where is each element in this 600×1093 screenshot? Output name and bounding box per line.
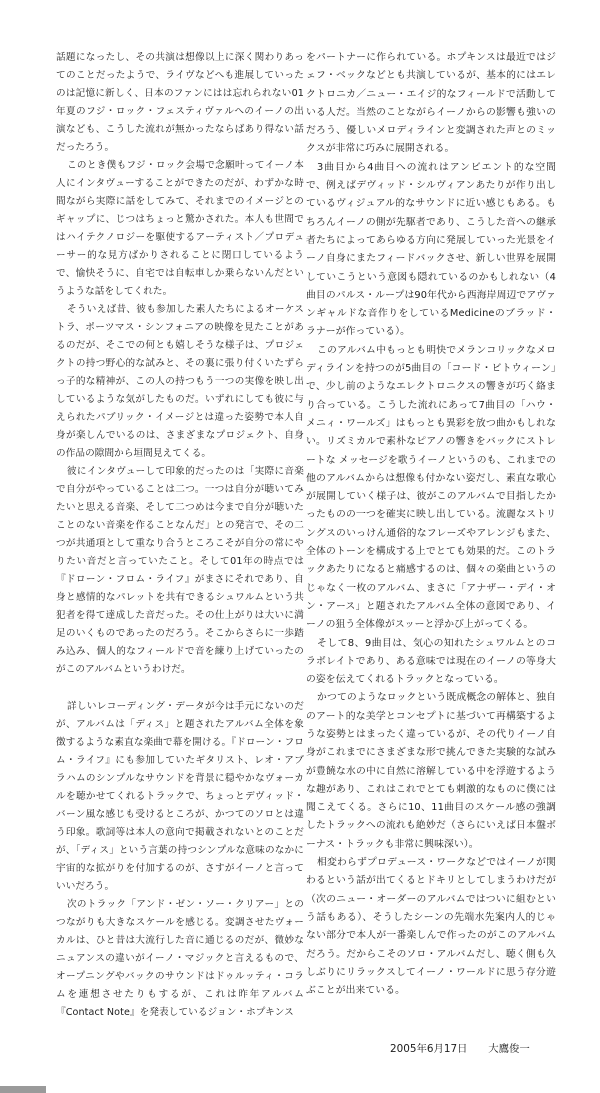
paragraph: をパートナーに作られている。ホプキンスは最近ではジェフ・ベックなどとも共演しているが、基本的にはエレクトロニカ／ニュー・エイジ的なフィールドで活動している人だ。当然のことながらイーノからの影響も強いのだろう、優しいメロディラインと変調された声とのミックスが非常に巧みに展開される。 [306,52,556,155]
right-column [306,49,556,1000]
paragraph: 話題になったし、その共演は想像以上に深く関わりあってのことだったようで、ライヴなどへも進展していったのは記憶に新しく、日本のファンにはは忘れられない01年夏のフジ・ロック・フェスティヴァルへのイーノの出演なども、こうした流れが無かったならばあり得ない話だったろう。 [56,52,304,153]
paragraph: 相変わらずプロデュース・ワークなどではイーノが関わるという話が出てくるとドキリとしてしまうわけだが（次のニュー・オーダーのアルバムではついに組むという話もある）、そうしたシーンの先端水先案内人的じゃない部分で本人が一番楽しんで作ったのがこのアルバムだろう。だからこそのソロ・アルバムだし、聴く側も久しぶりにリラックスしてイーノ・ワールドに思う存分遊ぶことが出来ている。 [306,857,556,997]
paragraph: このアルバム中もっとも明快でメランコリックなメロディラインを持つのが5曲目の「コード・ビトウィーン」で、少し前のようなエレクトロニクスの響きが巧く絡まり合っている。こうした流れにあって7曲目の「ハウ・メニィ・ワールズ」はもっとも異彩を放つ曲かもしれない。リズミカルで素朴なピアノの響きをバックにストレートな メッセージを歌うイーノというのも、これまでの他のアルバムからは想像も付かない姿だし、素直な歌心が展開していく様子は、彼がこのアルバムで目指したかったものの一つを確実に映し出している。流麗なストリングスのいっけん通俗的なフレーズやアレンジもまた、全体のトーンを構成する上でとても効果的だ。このトラックあたりになると痛感するのは、個々の楽曲というのじゃなく一枚のアルバム、まさに「アナザー・デイ・オン・アース」と題されたアルバム全体の意図であり、イーノの狙う全体像がスッーと浮かび上がってくる。 [306,344,556,631]
page-edge-mark [0,1086,46,1093]
paragraph: このとき僕もフジ・ロック会場で念願叶ってイーノ本人にインタヴューすることができたのだが、わずかな時間ながら実際に話をしてみて、それまでのイメージとのギャップに、じつはちょっと驚かされた。本人も世間ではハイテクノロジーを駆使するアーティスト／プロデューサー的な見方ばかりされることに閉口しているようで、愉快そうに、自宅では自転車しか乗らないんだというような話をしてくれた。 [56,160,304,297]
date-and-author-signature: 2005年6月17日 大鷹俊一 [390,1043,530,1055]
paragraph: そういえば昔、彼も参加した素人たちによるオーケストラ、ポーツマス・シンフォニアの映像を見たことがあるのだが、そこでの何とも嬉しそうな様子は、プロジェクトの持つ野心的な試みと、その裏に張り付くいたずらっ子的な精神が、この人の持つもう一つの実像を映し出しているような気がしたものだ。いずれにしても彼に与えられたパブリック・イメージとは違った姿勢で本人自身が楽しんでいるのは、さまざまなプロジェクト、自身の作品の隙間から垣間見えてくる。 [56,304,304,459]
left-column [56,49,304,1022]
paragraph: かつてのようなロックという既成概念の解体と、独自のアート的な美学とコンセプトに基づいて再構築するような姿勢とはまったく違っているが、その代りイーノ自身がこれまでにさまざまな形で挑んできた実験的な試みが豊饒な水の中に自然に溶解している中を浮遊するような趣があり、これはこれでとても刺激的なものに僕には聞こえてくる。さらに10、11曲目のスケール感の強調したトラックへの流れも絶妙だ（さらにいえば日本盤ボーナス・トラックも非常に興味深い）。 [306,692,556,850]
paragraph: 次のトラック「アンド・ゼン・ソー・クリアー」とのつながりも大きなスケールを感じる。変調させたヴォーカルは、ひと昔は大流行した音に通じるのだが、微妙なニュアンスの違いがイーノ・マジックと言えるもので、オープニングやバックのサウンドはドゥルッティ・コラムを連想させたりもするが、これは昨年アルバム『Contact Note』を発表しているジョン・ホプキンス [56,899,304,1018]
paragraph: 彼にインタヴューして印象的だったのは「実際に音楽で自分がやっていることは二つ。一つは自分が聴いてみたいと思える音楽、そして二つめは今まで自分が聴いたことのない音楽を作ることなんだ」との発言で、その二つが共通項として重なり合うところこそが自分の常にやりたい音だと言っていたこと。そして01年の時点では『ドローン・フロム・ライフ』がまさにそれであり、自身と感情的なパレットを共有できるシュワルムという共犯者を得て達成した音だった。その仕上がりは大いに満足のいくものであったのだろう。そこからさらに一歩踏み込み、個人的なフィールドで音を練り上げていったのがこのアルバムというわけだ。 [56,466,304,675]
paragraph: そして8、9曲目は、気心の知れたシュワルムとのコラボレイトであり、ある意味では現在のイーノの等身大の姿を伝えてくれるトラックとなっている。 [306,637,556,686]
paragraph: 詳しいレコーディング・データが今は手元にないのだが、アルバムは「ディス」と題されたアルバム全体を象徴するような素直な楽曲で幕を開ける。『ドローン・フロム・ライフ』にも参加していたギタリスト、レオ・アブラハムのシンプルなサウンドを背景に穏やかなヴォーカルを聴かせてくれるトラックで、ちょっとデヴィッド・バーン風な感じも受けるところが、かつてのソロとは違う印象。歌詞等は本人の意向で掲載されないとのことだが、「ディス」という言葉の持つシンプルな意味のなかに宇宙的な拡がりを付加するのが、さすがイーノと言っていいだろう。 [56,701,304,892]
paragraph: 3曲目から4曲目への流れはアンビエント的な空間で、例えばデヴィッド・シルヴィアンあたりが作り出しているヴィジュアル的なサウンドに近い感じもある。もちろんイーノの側が先駆者であり、こうした音への継承者たちによってあらゆる方向に発展していった光景をイーノ自身にまたフィードバックさせ、新しい世界を展開していこうという意図も隠れているのかもしれない（4曲目のパルス・ループは90年代から西海岸周辺でアヴァンギャルドな音作りをしているMedicineのブラッド・ラナーが作っている）。 [306,161,556,338]
